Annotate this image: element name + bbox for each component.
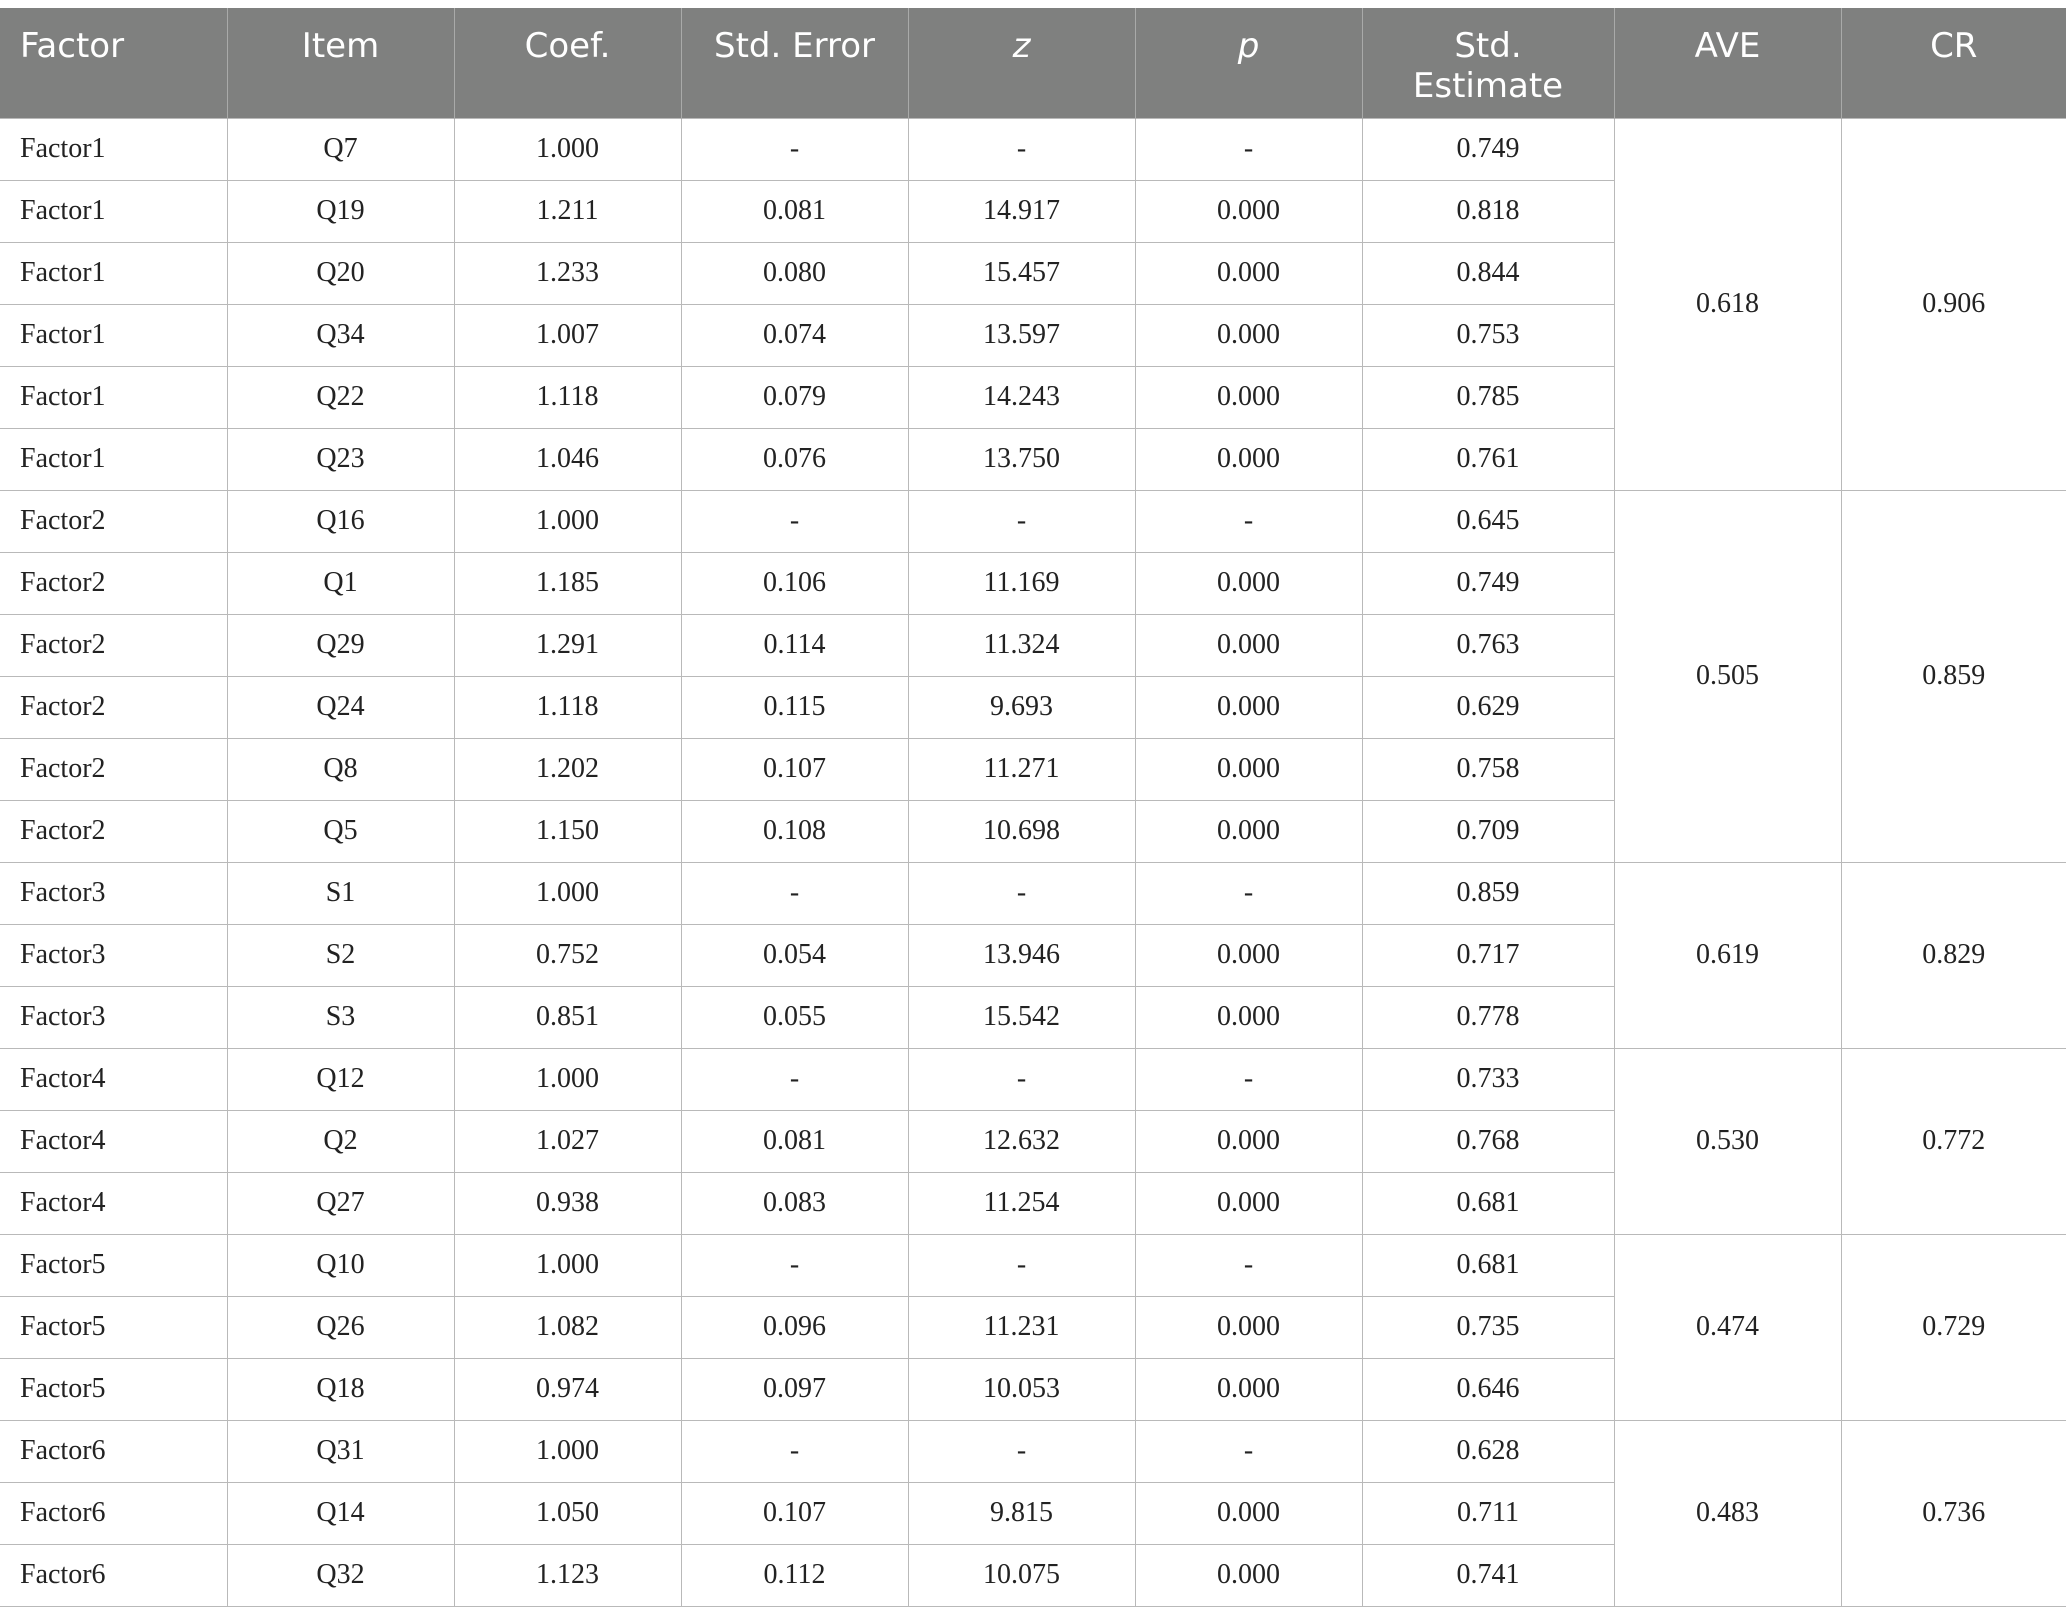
item-cell: Q23 (227, 428, 454, 490)
std-estimate-cell: 0.785 (1362, 366, 1614, 428)
std-estimate-cell: 0.761 (1362, 428, 1614, 490)
p-cell: 0.000 (1135, 428, 1362, 490)
p-cell: 0.000 (1135, 924, 1362, 986)
std-estimate-cell: 0.681 (1362, 1172, 1614, 1234)
z-cell: 11.271 (908, 738, 1135, 800)
std-estimate-cell: 0.628 (1362, 1420, 1614, 1482)
std-error-cell: 0.079 (681, 366, 908, 428)
std-estimate-cell: 0.717 (1362, 924, 1614, 986)
factor-cell: Factor2 (0, 800, 227, 862)
ave-cell: 0.505 (1614, 490, 1841, 862)
factor-cell: Factor3 (0, 862, 227, 924)
ave-cell: 0.530 (1614, 1048, 1841, 1234)
coef-cell: 1.202 (454, 738, 681, 800)
p-cell: 0.000 (1135, 1482, 1362, 1544)
coef-cell: 1.000 (454, 490, 681, 552)
coef-cell: 1.150 (454, 800, 681, 862)
std-estimate-cell: 0.818 (1362, 180, 1614, 242)
factor-cell: Factor3 (0, 924, 227, 986)
ave-cell: 0.474 (1614, 1234, 1841, 1420)
std-error-cell: 0.055 (681, 986, 908, 1048)
factor-cell: Factor1 (0, 366, 227, 428)
p-cell: - (1135, 1048, 1362, 1110)
z-cell: - (908, 118, 1135, 180)
z-cell: 15.542 (908, 986, 1135, 1048)
coef-cell: 1.123 (454, 1544, 681, 1606)
p-cell: 0.000 (1135, 800, 1362, 862)
std-error-cell: - (681, 1048, 908, 1110)
factor-cell: Factor2 (0, 738, 227, 800)
table-body (0, 118, 2066, 1606)
coef-cell: 1.000 (454, 1234, 681, 1296)
item-cell: Q2 (227, 1110, 454, 1172)
std-error-cell: 0.076 (681, 428, 908, 490)
z-cell: 11.324 (908, 614, 1135, 676)
p-cell: 0.000 (1135, 1296, 1362, 1358)
std-estimate-cell: 0.741 (1362, 1544, 1614, 1606)
std-estimate-cell: 0.749 (1362, 118, 1614, 180)
factor-cell: Factor5 (0, 1358, 227, 1420)
item-cell: Q16 (227, 490, 454, 552)
std-estimate-cell: 0.645 (1362, 490, 1614, 552)
factor-cell: Factor6 (0, 1482, 227, 1544)
cr-cell: 0.772 (1841, 1048, 2066, 1234)
std-error-cell: - (681, 490, 908, 552)
header-row (0, 8, 2066, 118)
factor-cell: Factor5 (0, 1234, 227, 1296)
std-estimate-cell: 0.629 (1362, 676, 1614, 738)
p-cell: 0.000 (1135, 180, 1362, 242)
std-estimate-cell: 0.709 (1362, 800, 1614, 862)
std-error-cell: 0.096 (681, 1296, 908, 1358)
item-cell: Q10 (227, 1234, 454, 1296)
p-cell: - (1135, 862, 1362, 924)
std-error-cell: 0.106 (681, 552, 908, 614)
item-cell: Q22 (227, 366, 454, 428)
std-estimate-cell: 0.735 (1362, 1296, 1614, 1358)
std-estimate-cell: 0.753 (1362, 304, 1614, 366)
z-cell: - (908, 490, 1135, 552)
std-estimate-cell: 0.749 (1362, 552, 1614, 614)
z-cell: 15.457 (908, 242, 1135, 304)
p-cell: 0.000 (1135, 614, 1362, 676)
coef-cell: 1.000 (454, 118, 681, 180)
coef-cell: 1.118 (454, 676, 681, 738)
item-cell: Q18 (227, 1358, 454, 1420)
coef-cell: 0.938 (454, 1172, 681, 1234)
std-estimate-cell: 0.768 (1362, 1110, 1614, 1172)
item-cell: Q7 (227, 118, 454, 180)
std-error-cell: 0.108 (681, 800, 908, 862)
std-error-cell: 0.081 (681, 1110, 908, 1172)
item-cell: Q1 (227, 552, 454, 614)
ave-cell: 0.618 (1614, 118, 1841, 490)
std-estimate-cell: 0.681 (1362, 1234, 1614, 1296)
z-cell: - (908, 1048, 1135, 1110)
header-std-error: Std. Error (681, 8, 908, 118)
header-std-estimate (1362, 8, 1614, 118)
item-cell: Q24 (227, 676, 454, 738)
z-cell: - (908, 862, 1135, 924)
header-std-estimate-line1: Std. (1454, 26, 1522, 66)
coef-cell: 1.000 (454, 1420, 681, 1482)
table-row (0, 490, 2066, 552)
std-estimate-cell: 0.859 (1362, 862, 1614, 924)
item-cell: Q34 (227, 304, 454, 366)
std-estimate-cell: 0.763 (1362, 614, 1614, 676)
z-cell: 10.698 (908, 800, 1135, 862)
factor-cell: Factor2 (0, 552, 227, 614)
std-error-cell: 0.115 (681, 676, 908, 738)
z-cell: - (908, 1234, 1135, 1296)
coef-cell: 1.027 (454, 1110, 681, 1172)
coef-cell: 0.752 (454, 924, 681, 986)
p-cell: 0.000 (1135, 738, 1362, 800)
item-cell: S1 (227, 862, 454, 924)
cr-cell: 0.736 (1841, 1420, 2066, 1606)
factor-cell: Factor6 (0, 1420, 227, 1482)
p-cell: - (1135, 1234, 1362, 1296)
z-cell: 10.053 (908, 1358, 1135, 1420)
p-cell: 0.000 (1135, 1172, 1362, 1234)
factor-cell: Factor3 (0, 986, 227, 1048)
factor-cell: Factor2 (0, 490, 227, 552)
coef-cell: 1.082 (454, 1296, 681, 1358)
item-cell: S3 (227, 986, 454, 1048)
item-cell: Q26 (227, 1296, 454, 1358)
header-coef: Coef. (454, 8, 681, 118)
z-cell: 13.946 (908, 924, 1135, 986)
table-row (0, 118, 2066, 180)
p-cell: - (1135, 490, 1362, 552)
z-cell: 9.815 (908, 1482, 1135, 1544)
item-cell: S2 (227, 924, 454, 986)
p-cell: 0.000 (1135, 1544, 1362, 1606)
p-cell: - (1135, 118, 1362, 180)
coef-cell: 1.000 (454, 1048, 681, 1110)
cr-cell: 0.829 (1841, 862, 2066, 1048)
p-cell: 0.000 (1135, 304, 1362, 366)
factor-cell: Factor2 (0, 614, 227, 676)
std-error-cell: 0.081 (681, 180, 908, 242)
table-row (0, 1420, 2066, 1482)
coef-cell: 1.046 (454, 428, 681, 490)
coef-cell: 1.118 (454, 366, 681, 428)
coef-cell: 1.291 (454, 614, 681, 676)
std-error-cell: - (681, 862, 908, 924)
std-error-cell: 0.112 (681, 1544, 908, 1606)
cr-cell: 0.906 (1841, 118, 2066, 490)
header-std-estimate-line2: Estimate (1412, 66, 1564, 106)
item-cell: Q29 (227, 614, 454, 676)
table-row (0, 1048, 2066, 1110)
z-cell: 14.243 (908, 366, 1135, 428)
cfa-results-table (0, 8, 2066, 1607)
factor-cell: Factor6 (0, 1544, 227, 1606)
z-cell: 11.169 (908, 552, 1135, 614)
std-error-cell: 0.054 (681, 924, 908, 986)
factor-cell: Factor4 (0, 1172, 227, 1234)
factor-cell: Factor1 (0, 242, 227, 304)
header-z: z (908, 8, 1135, 118)
cr-cell: 0.859 (1841, 490, 2066, 862)
z-cell: 13.750 (908, 428, 1135, 490)
p-cell: 0.000 (1135, 242, 1362, 304)
factor-cell: Factor1 (0, 180, 227, 242)
z-cell: 10.075 (908, 1544, 1135, 1606)
item-cell: Q19 (227, 180, 454, 242)
z-cell: 14.917 (908, 180, 1135, 242)
std-error-cell: - (681, 118, 908, 180)
item-cell: Q20 (227, 242, 454, 304)
z-cell: 9.693 (908, 676, 1135, 738)
cr-cell: 0.729 (1841, 1234, 2066, 1420)
std-error-cell: 0.083 (681, 1172, 908, 1234)
z-cell: 11.231 (908, 1296, 1135, 1358)
factor-cell: Factor2 (0, 676, 227, 738)
coef-cell: 1.185 (454, 552, 681, 614)
p-cell: 0.000 (1135, 676, 1362, 738)
p-cell: 0.000 (1135, 1358, 1362, 1420)
p-cell: 0.000 (1135, 366, 1362, 428)
std-error-cell: 0.074 (681, 304, 908, 366)
table-row (0, 862, 2066, 924)
p-cell: 0.000 (1135, 1110, 1362, 1172)
header-factor: Factor (0, 8, 227, 118)
item-cell: Q32 (227, 1544, 454, 1606)
header-cr: CR (1841, 8, 2066, 118)
item-cell: Q27 (227, 1172, 454, 1234)
std-error-cell: 0.107 (681, 738, 908, 800)
coef-cell: 1.211 (454, 180, 681, 242)
factor-cell: Factor1 (0, 428, 227, 490)
factor-cell: Factor1 (0, 304, 227, 366)
std-error-cell: - (681, 1420, 908, 1482)
z-cell: 12.632 (908, 1110, 1135, 1172)
std-error-cell: 0.080 (681, 242, 908, 304)
p-cell: 0.000 (1135, 552, 1362, 614)
item-cell: Q8 (227, 738, 454, 800)
factor-cell: Factor4 (0, 1110, 227, 1172)
p-cell: 0.000 (1135, 986, 1362, 1048)
ave-cell: 0.619 (1614, 862, 1841, 1048)
std-estimate-cell: 0.646 (1362, 1358, 1614, 1420)
factor-cell: Factor5 (0, 1296, 227, 1358)
header-p: p (1135, 8, 1362, 118)
std-estimate-cell: 0.711 (1362, 1482, 1614, 1544)
item-cell: Q31 (227, 1420, 454, 1482)
item-cell: Q12 (227, 1048, 454, 1110)
factor-cell: Factor1 (0, 118, 227, 180)
coef-cell: 1.050 (454, 1482, 681, 1544)
table-row (0, 1234, 2066, 1296)
coef-cell: 1.000 (454, 862, 681, 924)
ave-cell: 0.483 (1614, 1420, 1841, 1606)
header-item: Item (227, 8, 454, 118)
std-estimate-cell: 0.778 (1362, 986, 1614, 1048)
coef-cell: 1.233 (454, 242, 681, 304)
item-cell: Q14 (227, 1482, 454, 1544)
std-estimate-cell: 0.758 (1362, 738, 1614, 800)
std-error-cell: - (681, 1234, 908, 1296)
p-cell: - (1135, 1420, 1362, 1482)
z-cell: 11.254 (908, 1172, 1135, 1234)
std-estimate-cell: 0.844 (1362, 242, 1614, 304)
coef-cell: 1.007 (454, 304, 681, 366)
std-error-cell: 0.114 (681, 614, 908, 676)
z-cell: 13.597 (908, 304, 1135, 366)
header-ave: AVE (1614, 8, 1841, 118)
coef-cell: 0.851 (454, 986, 681, 1048)
item-cell: Q5 (227, 800, 454, 862)
coef-cell: 0.974 (454, 1358, 681, 1420)
std-error-cell: 0.107 (681, 1482, 908, 1544)
std-error-cell: 0.097 (681, 1358, 908, 1420)
z-cell: - (908, 1420, 1135, 1482)
factor-cell: Factor4 (0, 1048, 227, 1110)
std-estimate-cell: 0.733 (1362, 1048, 1614, 1110)
